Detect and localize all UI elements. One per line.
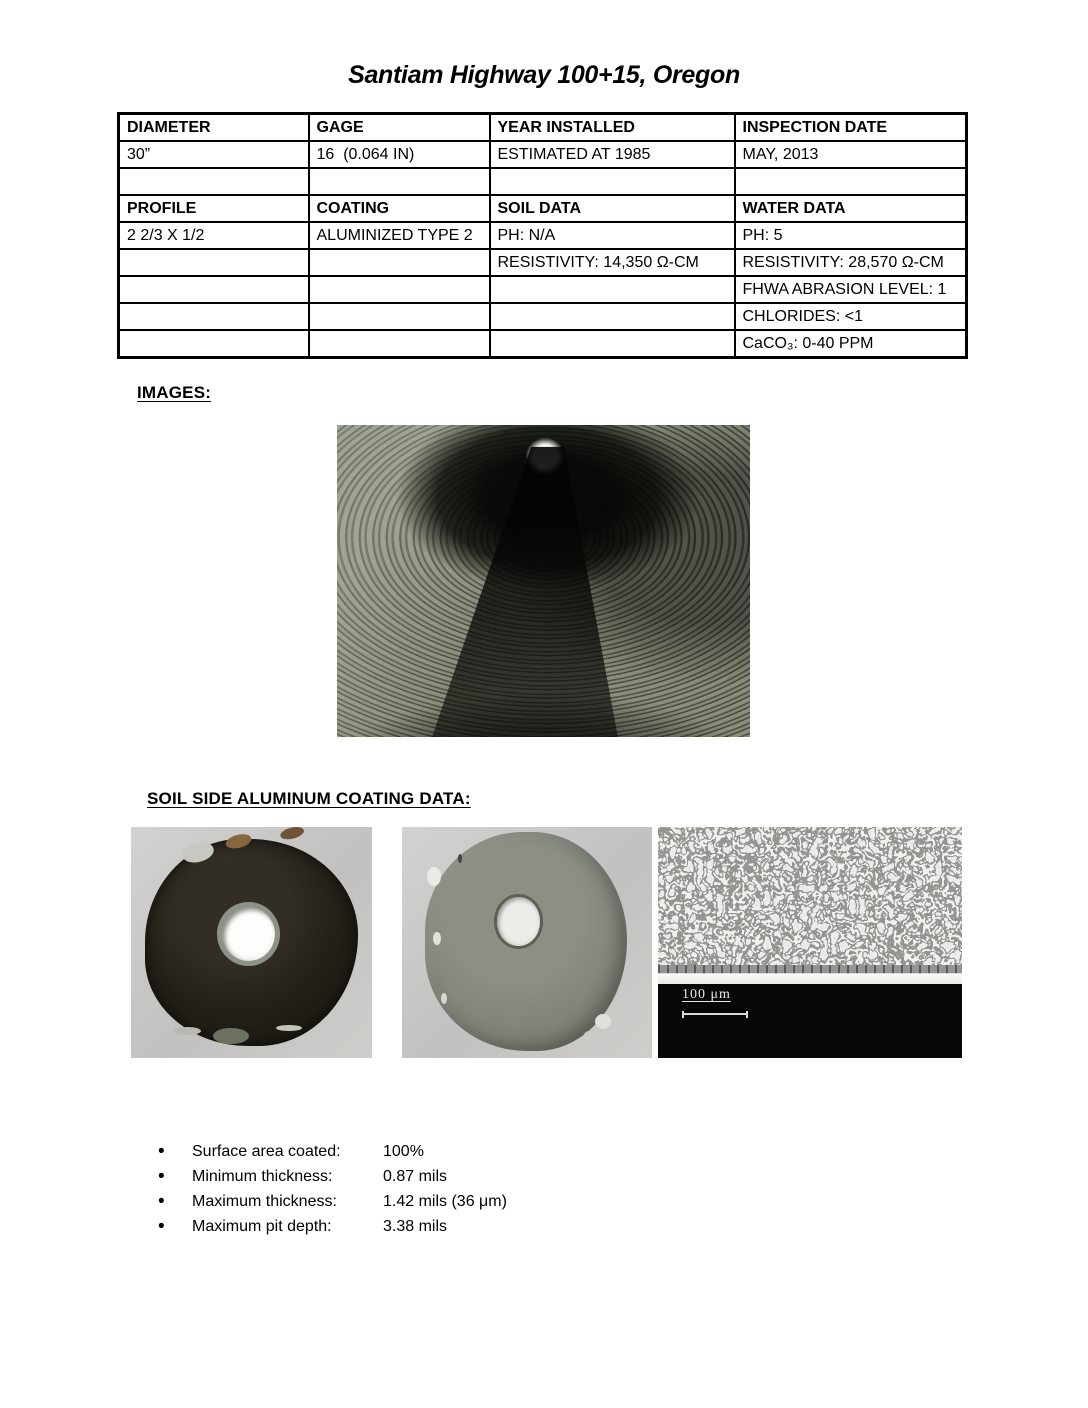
micrograph-scale-label: 100 μm <box>682 987 731 1002</box>
sample-disc-gray <box>425 832 628 1051</box>
metric-label: Maximum pit depth: <box>192 1218 332 1235</box>
empty-cell <box>119 168 309 195</box>
table-row <box>119 276 967 303</box>
coupon-photo-aluminized <box>402 827 652 1058</box>
metric-value: 0.87 mils <box>383 1168 448 1185</box>
cell-diameter-value: 30” <box>119 141 309 168</box>
coating-data-list <box>158 1139 507 1239</box>
table-row <box>119 168 967 195</box>
coupon-photo-coated-dark <box>131 827 372 1058</box>
empty-cell <box>119 276 309 303</box>
coating-cross-section-micrograph <box>658 827 962 1058</box>
metric-label: Minimum thickness: <box>192 1168 333 1185</box>
cell-water-resistivity: RESISTIVITY: 28,570 Ω-CM <box>735 249 967 276</box>
cell-profile-value: 2 2/3 X 1/2 <box>119 222 309 249</box>
empty-cell <box>490 276 735 303</box>
list-item <box>158 1164 507 1189</box>
soil-side-coating-heading: SOIL SIDE ALUMINUM COATING DATA: <box>147 789 471 808</box>
diffusion-layer-band <box>658 965 962 974</box>
table-row <box>119 303 967 330</box>
culvert-interior-photo <box>337 425 750 737</box>
cell-chlorides: CHLORIDES: <1 <box>735 303 967 330</box>
table-row <box>119 249 967 276</box>
table-row <box>119 222 967 249</box>
empty-cell <box>309 168 490 195</box>
cell-inspection-value: MAY, 2013 <box>735 141 967 168</box>
sample-disc-dark <box>145 839 357 1047</box>
disc-center-hole <box>222 907 275 961</box>
metric-value: 3.38 mils <box>383 1218 448 1235</box>
empty-cell <box>490 303 735 330</box>
metric-label: Surface area coated: <box>192 1143 341 1160</box>
empty-cell <box>309 303 490 330</box>
disc-center-hole <box>497 897 540 945</box>
empty-cell <box>309 276 490 303</box>
metric-value: 1.42 mils (36 μm) <box>383 1193 507 1210</box>
empty-cell <box>735 168 967 195</box>
col-header-inspection-date: INSPECTION DATE <box>735 114 967 142</box>
empty-cell <box>490 168 735 195</box>
col-header-year-installed: YEAR INSTALLED <box>490 114 735 142</box>
col-header-diameter: DIAMETER <box>119 114 309 142</box>
cell-coating-value: ALUMINIZED TYPE 2 <box>309 222 490 249</box>
cell-soil-resistivity: RESISTIVITY: 14,350 Ω-CM <box>490 249 735 276</box>
cell-year-value: ESTIMATED AT 1985 <box>490 141 735 168</box>
col-header-profile: PROFILE <box>119 195 309 222</box>
culvert-floor-shade <box>337 425 750 737</box>
empty-cell <box>119 330 309 358</box>
cell-caco3: CaCO₃: 0-40 PPM <box>735 330 967 358</box>
empty-cell <box>309 330 490 358</box>
steel-grain-texture <box>658 827 962 965</box>
micrograph-scale-bar <box>682 1011 748 1018</box>
list-item <box>158 1214 507 1239</box>
empty-cell <box>309 249 490 276</box>
metric-value: 100% <box>383 1143 424 1160</box>
col-header-gage: GAGE <box>309 114 490 142</box>
page-title: Santiam Highway 100+15, Oregon <box>348 61 740 89</box>
col-header-soil-data: SOIL DATA <box>490 195 735 222</box>
empty-cell <box>119 249 309 276</box>
table-row <box>119 141 967 168</box>
cell-abrasion-level: FHWA ABRASION LEVEL: 1 <box>735 276 967 303</box>
cell-soil-ph: PH: N/A <box>490 222 735 249</box>
metric-label: Maximum thickness: <box>192 1193 337 1210</box>
cell-gage-value: 16 (0.064 IN) <box>309 141 490 168</box>
aluminum-coating-band <box>658 974 962 984</box>
spec-table <box>117 112 968 359</box>
empty-cell <box>490 330 735 358</box>
images-heading: IMAGES: <box>137 383 212 402</box>
table-row <box>119 195 967 222</box>
col-header-coating: COATING <box>309 195 490 222</box>
table-row <box>119 114 967 142</box>
list-item <box>158 1189 507 1214</box>
empty-cell <box>119 303 309 330</box>
list-item <box>158 1139 507 1164</box>
cell-water-ph: PH: 5 <box>735 222 967 249</box>
col-header-water-data: WATER DATA <box>735 195 967 222</box>
table-row <box>119 330 967 358</box>
